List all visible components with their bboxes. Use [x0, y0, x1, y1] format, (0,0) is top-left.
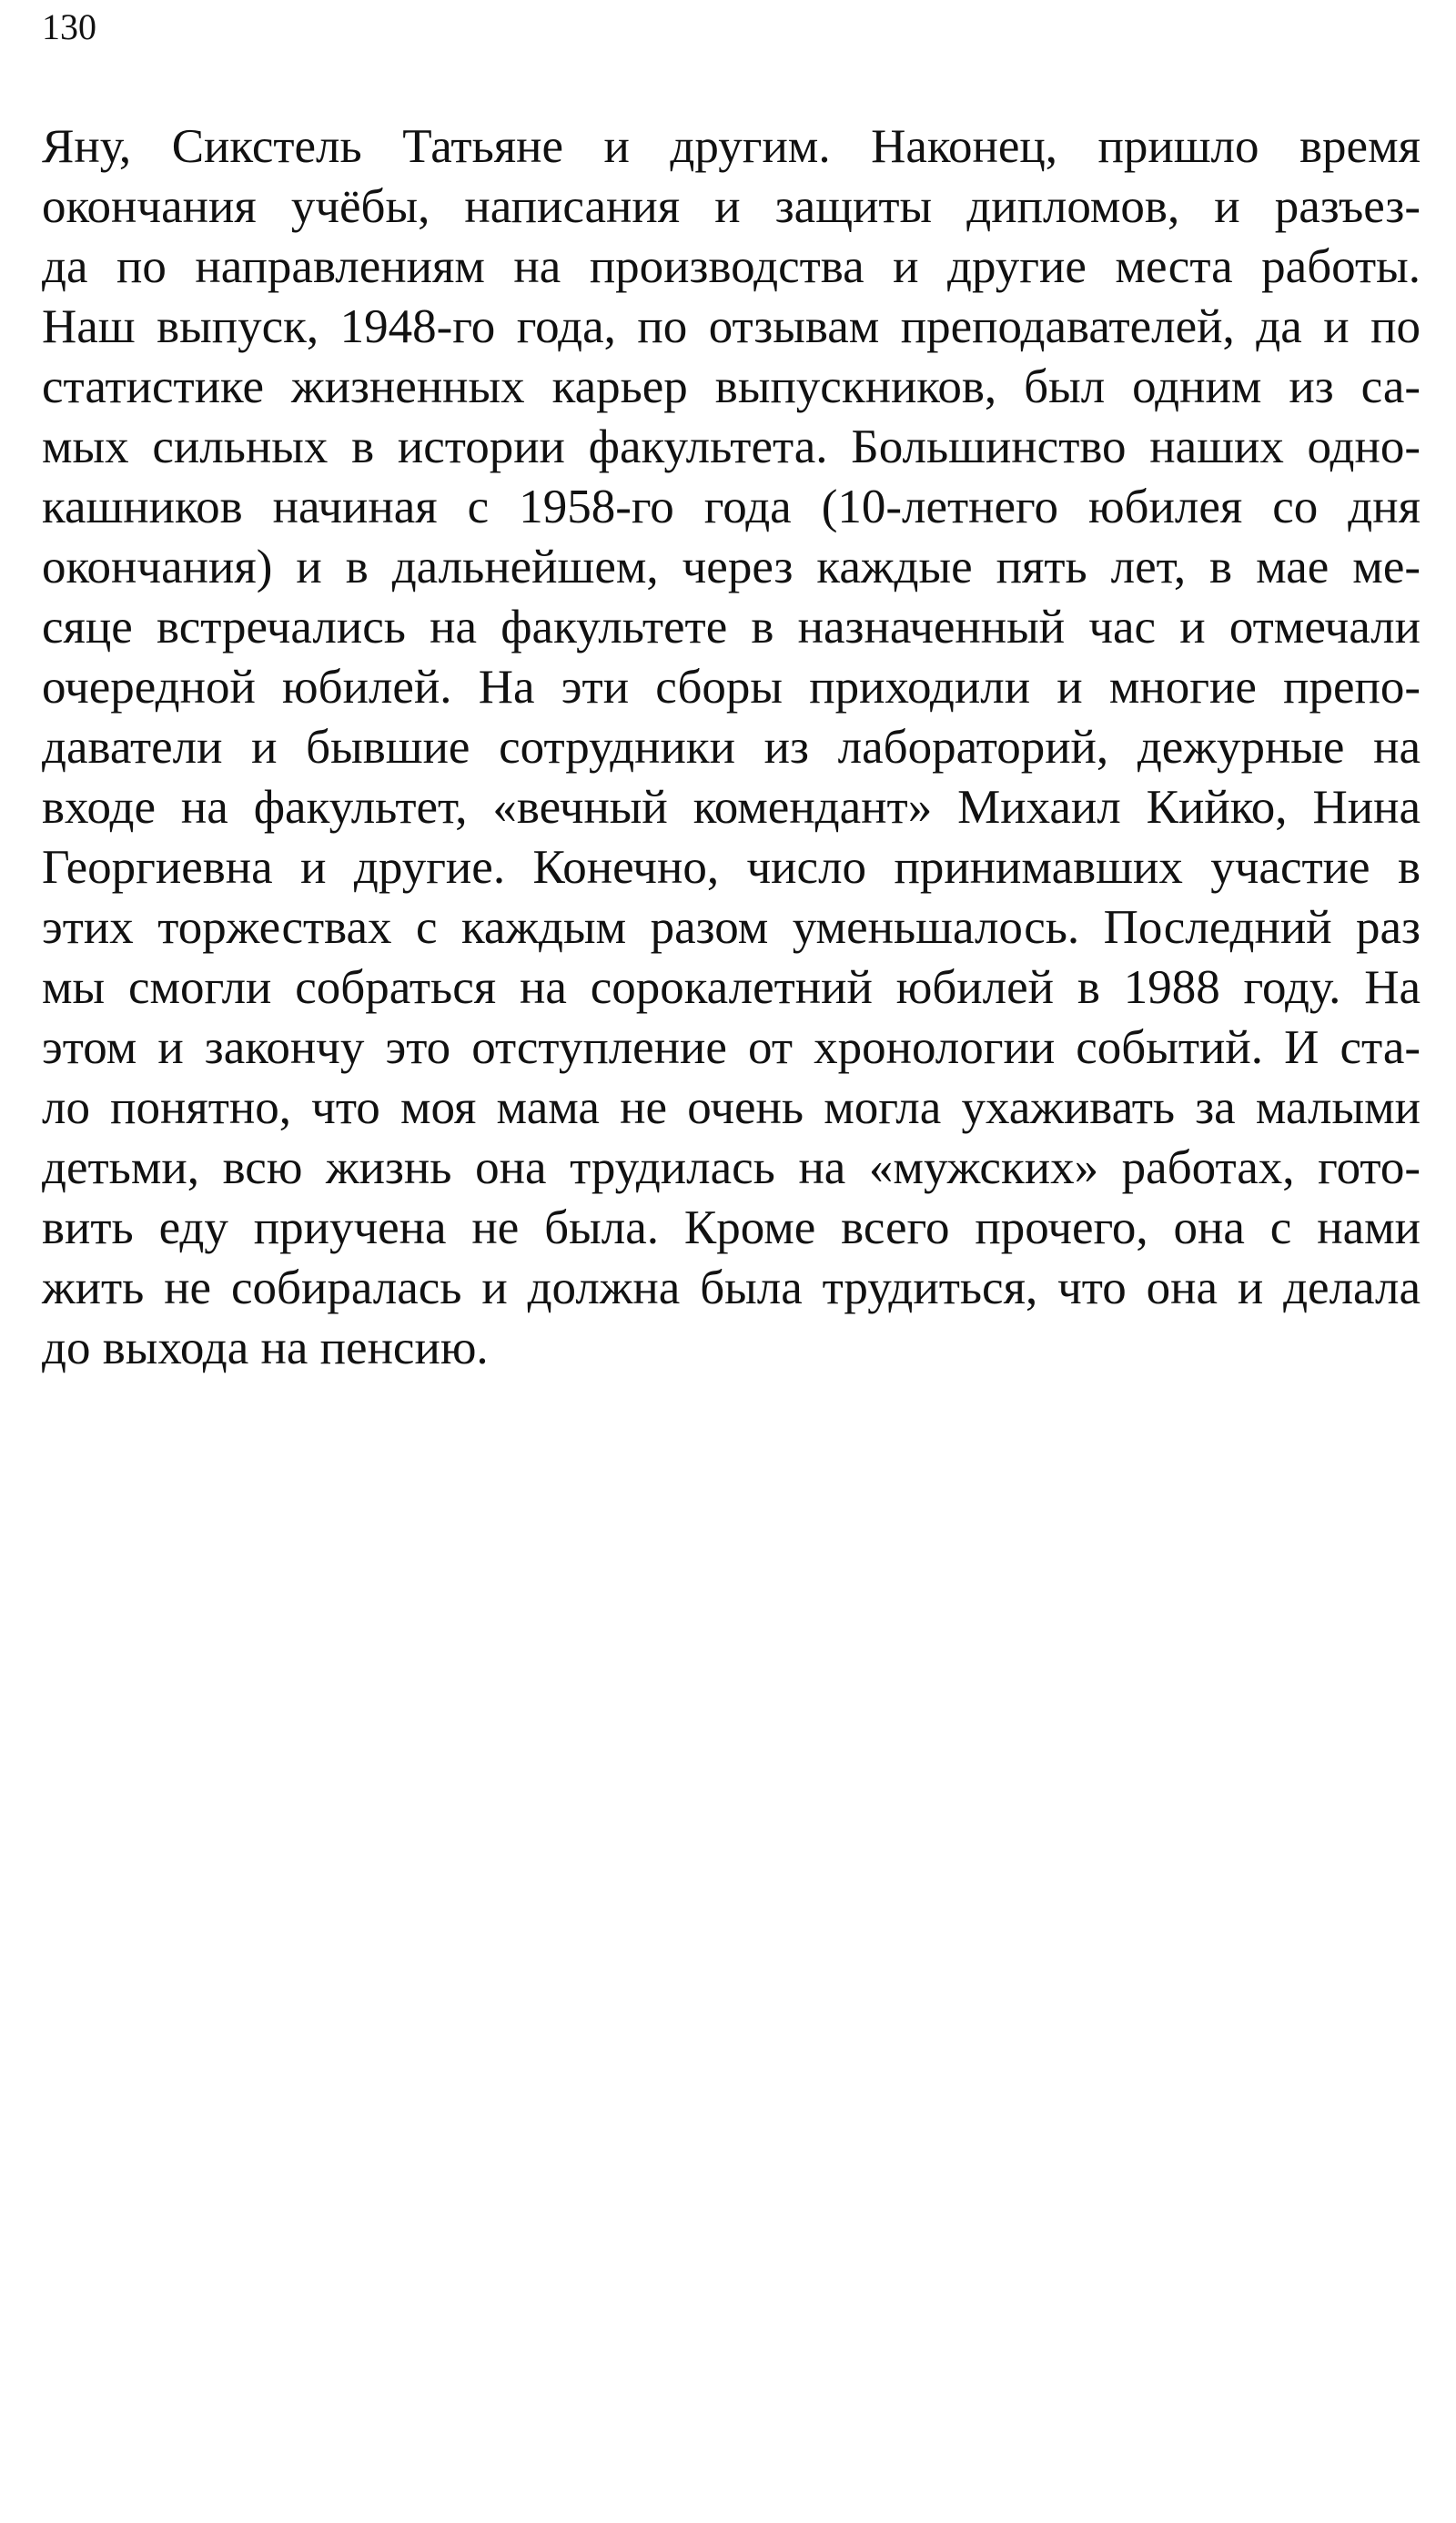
text-line: детьми, всю жизнь она трудилась на «мужских» работах, гото- [42, 1141, 1421, 1194]
text-line: этом и закончу это отступление от хронологии событий. И ста- [42, 1021, 1421, 1074]
text-line: мы смогли собраться на сорокалетний юбилей в 1988 году. На [42, 961, 1421, 1014]
text-line: до выхода на пенсию. [42, 1322, 489, 1374]
text-line: окончания) и в дальнейшем, через каждые пять лет, в мае ме- [42, 541, 1421, 593]
text-line: кашников начиная с 1958-го года (10-летнего юбилея со дня [42, 481, 1421, 533]
body-paragraph [42, 117, 1421, 1378]
text-line: входе на факультет, «вечный комендант» Михаил Кийко, Нина [42, 781, 1421, 834]
text-line: даватели и бывшие сотрудники из лабораторий, дежурные на [42, 721, 1421, 774]
page-number: 130 [42, 6, 96, 47]
text-line: Георгиевна и другие. Конечно, число принимавших участие в [42, 841, 1421, 894]
text-line: очередной юбилей. На эти сборы приходили и многие препо- [42, 661, 1421, 714]
text-line: этих торжествах с каждым разом уменьшалось. Последний раз [42, 901, 1421, 954]
text-line: Наш выпуск, 1948-го года, по отзывам преподавателей, да и по [42, 300, 1421, 353]
text-line: статистике жизненных карьер выпускников, был одним из са- [42, 360, 1421, 413]
text-line: жить не собиралась и должна была трудиться, что она и делала [42, 1262, 1421, 1314]
text-line: да по направлениям на производства и другие места работы. [42, 240, 1421, 293]
text-line: окончания учёбы, написания и защиты дипломов, и разъез- [42, 180, 1421, 233]
text-line: вить еду приучена не была. Кроме всего прочего, она с нами [42, 1201, 1421, 1254]
text-line: мых сильных в истории факультета. Большинство наших одно- [42, 420, 1421, 473]
text-line: ло понятно, что моя мама не очень могла ухаживать за малыми [42, 1081, 1421, 1134]
text-line: сяце встречались на факультете в назначенный час и отмечали [42, 601, 1421, 654]
text-line: Яну, Сикстель Татьяне и другим. Наконец, пришло время [42, 120, 1421, 173]
